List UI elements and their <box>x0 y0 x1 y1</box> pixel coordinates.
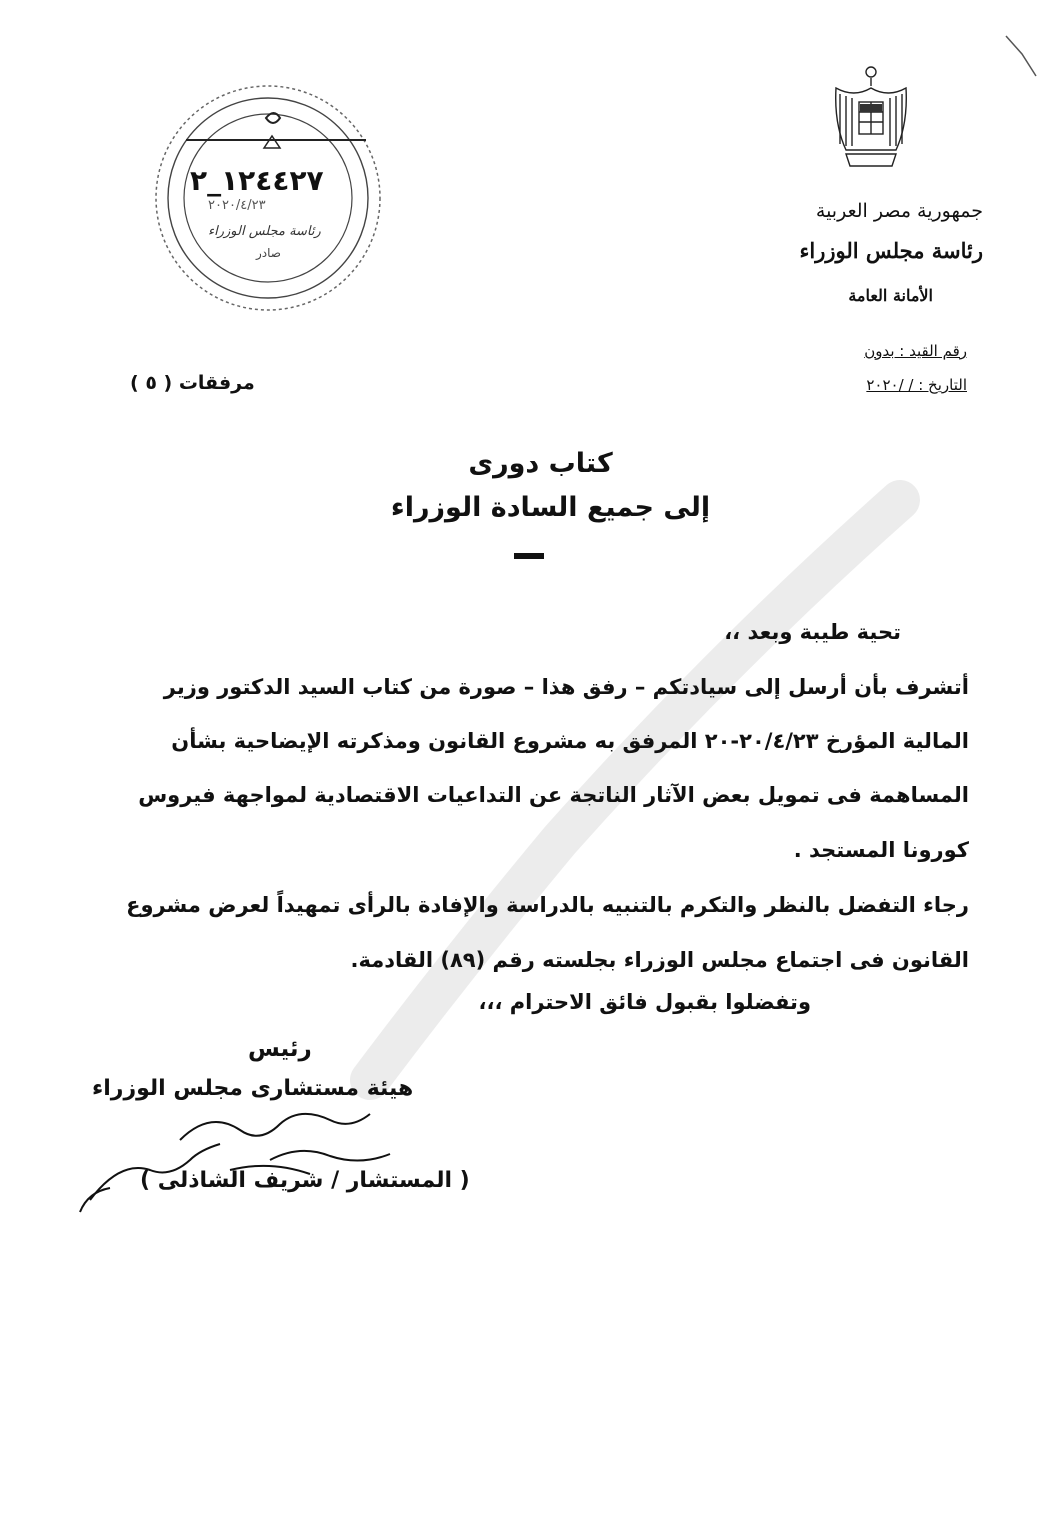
signature-title: رئيس <box>248 1036 312 1062</box>
outgoing-stamp <box>146 78 396 318</box>
body-line: أتشرف بأن أرسل إلى سيادتكم – رفق هذا – صورة من كتاب السيد الدكتور وزير <box>163 675 969 699</box>
document-title: كتاب دورى <box>468 448 613 479</box>
body-line: المالية المؤرخ ٢٠/٤/٢٣-٢٠ المرفق به مشروع القانون ومذكرته الإيضاحية بشأن <box>171 729 969 753</box>
header-secretariat: الأمانة العامة <box>848 286 933 305</box>
body-line: رجاء التفضل بالنظر والتكرم بالتنبيه بالدراسة والإفادة بالرأى تمهيداً لعرض مشروع <box>126 893 969 917</box>
handwritten-signature <box>70 1100 430 1220</box>
greeting: تحية طيبة وبعد ،، <box>724 620 901 644</box>
eagle-emblem-icon <box>826 64 916 174</box>
body-line: المساهمة فى تمويل بعض الآثار الناتجة عن التداعيات الاقتصادية لمواجهة فيروس <box>138 783 969 807</box>
title-separator <box>514 553 544 559</box>
stamp-outgoing: صادر <box>256 246 281 260</box>
header-presidency: رئاسة مجلس الوزراء <box>799 238 983 263</box>
closing-line: وتفضلوا بقبول فائق الاحترام ،،، <box>478 990 811 1014</box>
body-line: كورونا المستجد . <box>793 838 969 862</box>
document-recipients: إلى جميع السادة الوزراء <box>390 492 711 523</box>
signature-organization: هيئة مستشارى مجلس الوزراء <box>92 1076 414 1101</box>
stamp-number: ١٢٤٤٢٧_٢ <box>190 164 324 197</box>
body-line: القانون فى اجتماع مجلس الوزراء بجلسته رقم (٨٩) القادمة. <box>350 948 969 972</box>
header-country: جمهورية مصر العربية <box>815 200 983 222</box>
stamp-org: رئاسة مجلس الوزراء <box>208 224 321 239</box>
corner-mark <box>1000 30 1040 80</box>
attachments-count: مرفقات ( ٥ ) <box>130 372 255 394</box>
stamp-ring-icon <box>146 78 396 318</box>
registration-number: رقم القيد : بدون <box>864 342 967 360</box>
signatory-name: ( المستشار / شريف الشاذلى ) <box>140 1168 470 1193</box>
stamp-date: ٢٠٢٠/٤/٢٣ <box>208 198 266 213</box>
document-date: التاريخ : / /٢٠٢٠ <box>866 376 967 394</box>
